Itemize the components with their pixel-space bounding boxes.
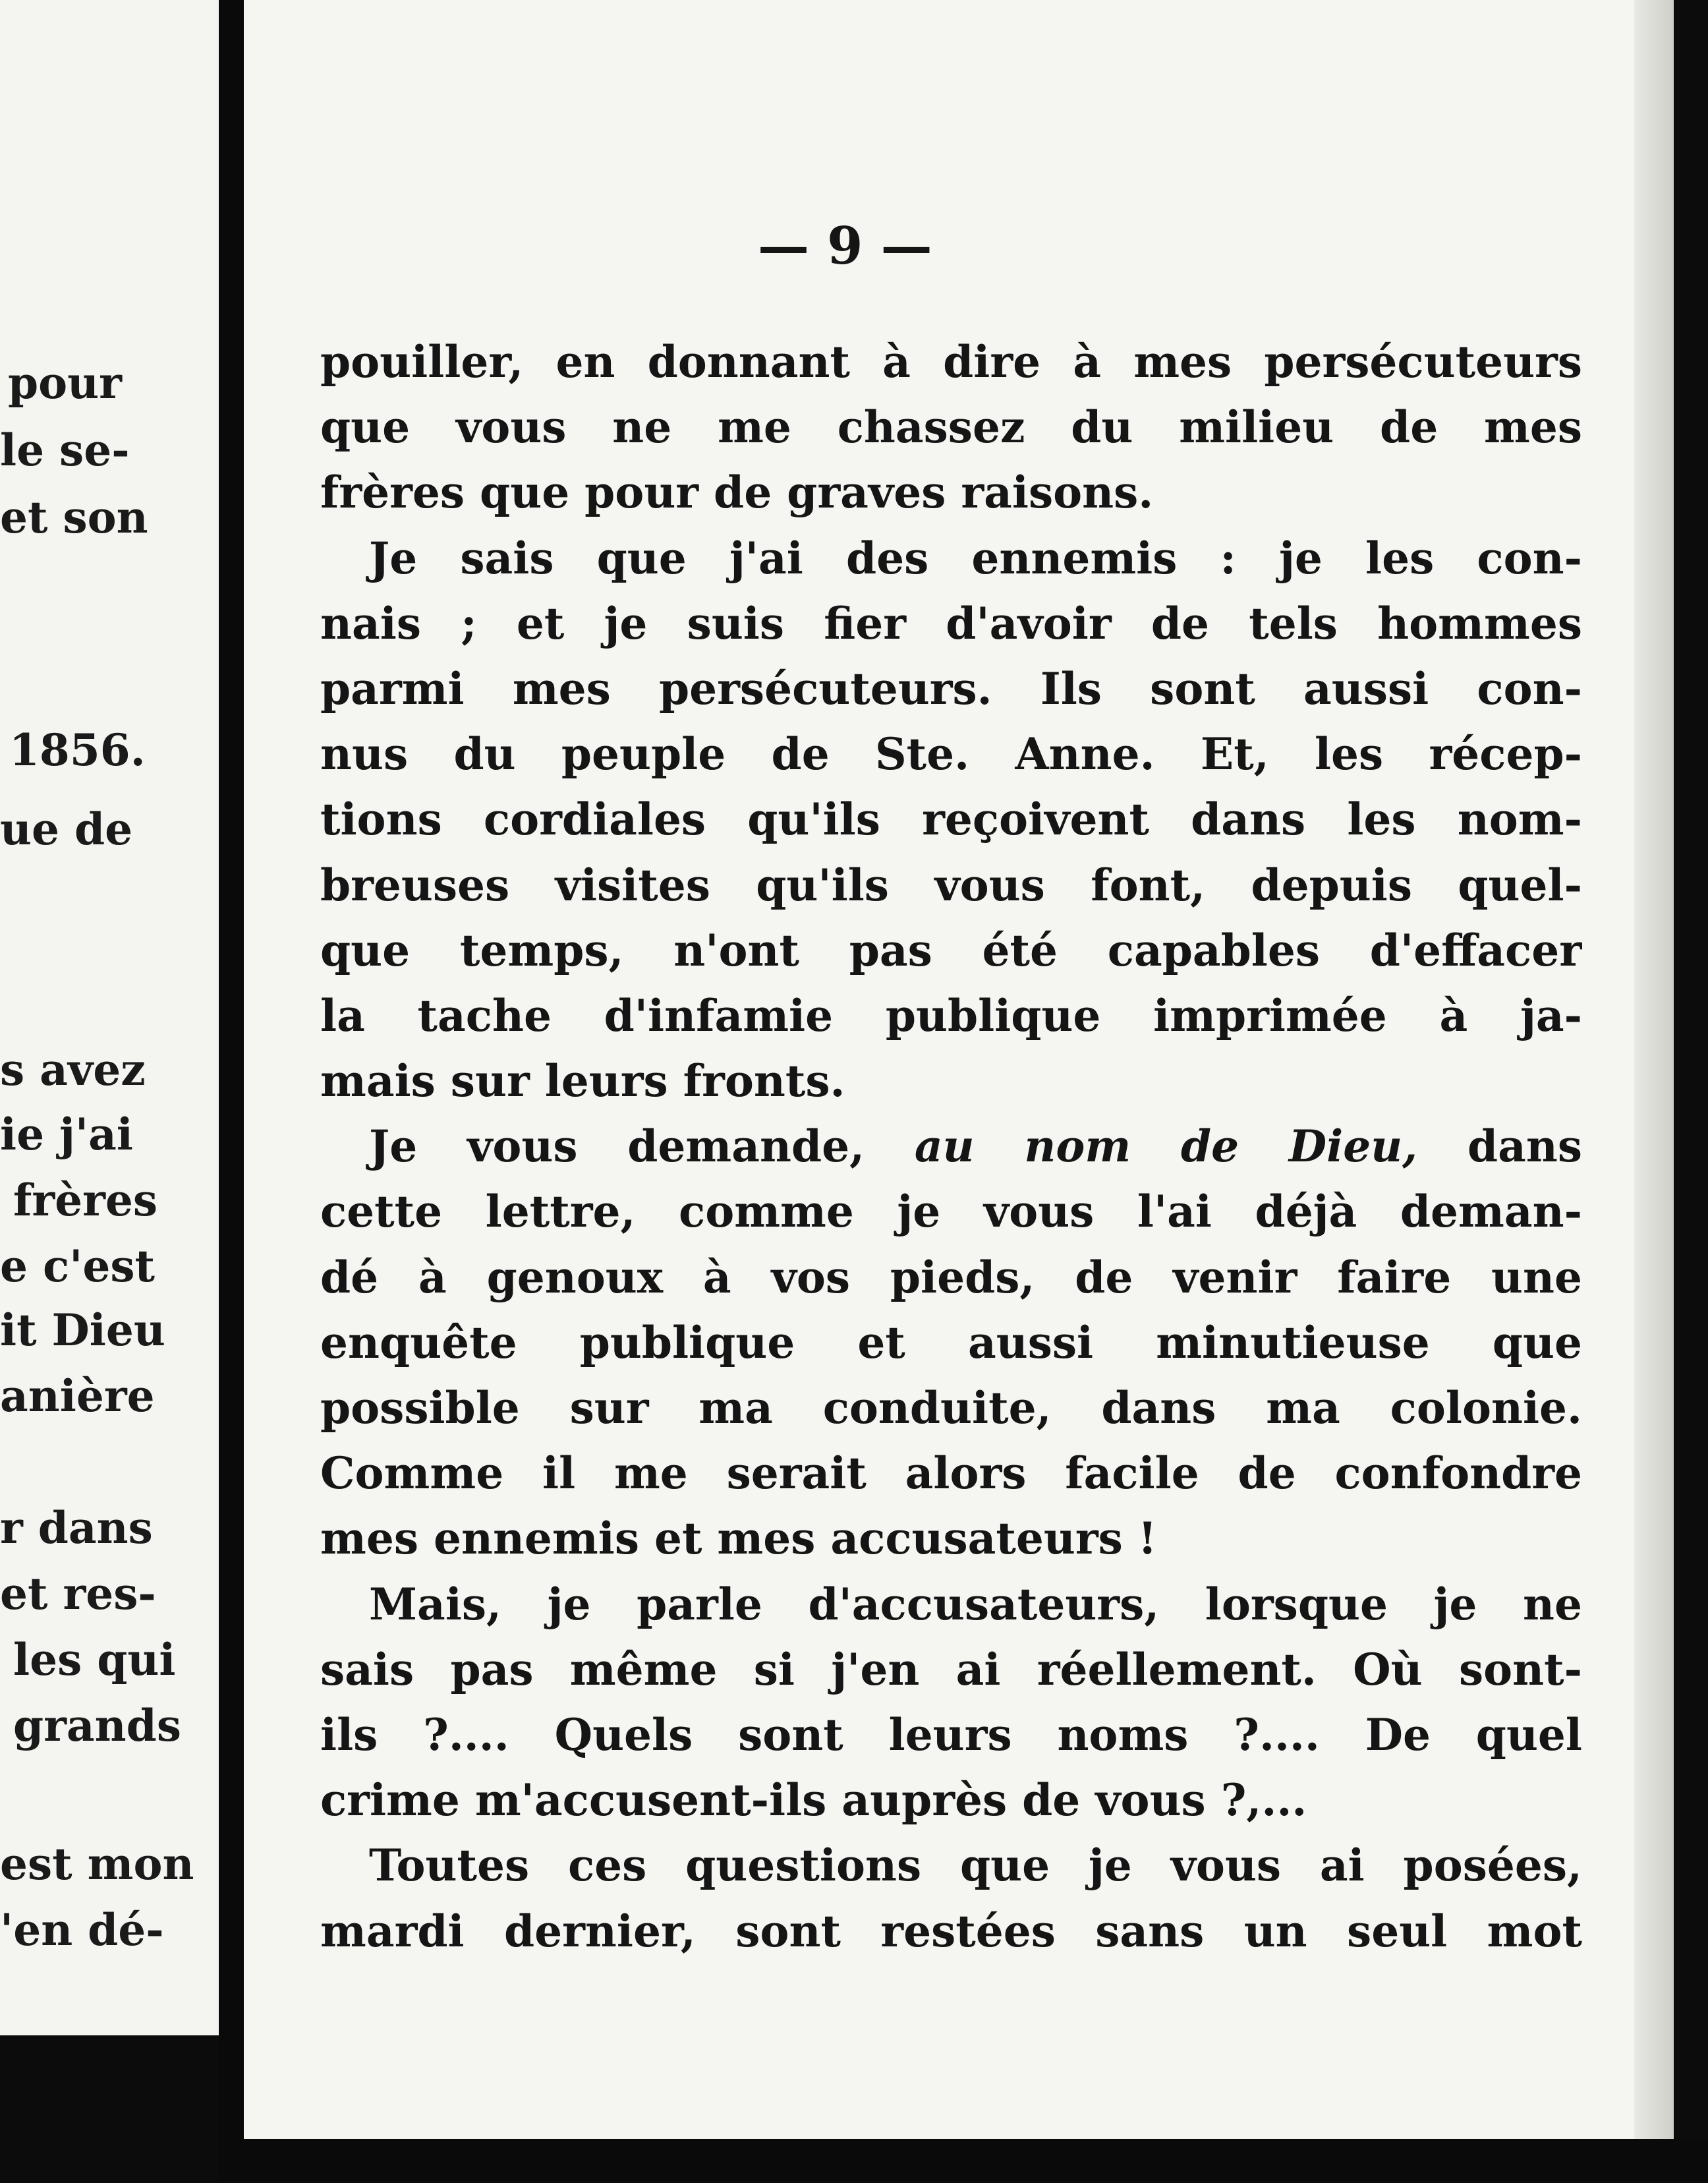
text-line: mais sur leurs fronts. bbox=[320, 1055, 845, 1107]
text-line: Je sais que j'ai des ennemis : je les con- bbox=[369, 532, 1582, 584]
text-segment: Je vous demande, bbox=[369, 1121, 865, 1173]
text-line: mes ennemis et mes accusateurs ! bbox=[320, 1513, 1157, 1565]
left-page-fragment: les qui bbox=[13, 1634, 176, 1685]
text-line: enquête publique et aussi minutieuse que bbox=[320, 1316, 1582, 1368]
text-line: sais pas même si j'en ai réellement. Où sont- bbox=[320, 1643, 1582, 1695]
text-line: Mais, je parle d'accusateurs, lorsque je ne bbox=[369, 1578, 1582, 1630]
left-page-fragment: est mon bbox=[0, 1838, 194, 1890]
left-page-fragment: e c'est bbox=[0, 1240, 155, 1292]
text-line: crime m'accusent-ils auprès de vous ?,... bbox=[320, 1774, 1307, 1826]
text-line: cette lettre, comme je vous l'ai déjà deman- bbox=[320, 1186, 1582, 1238]
left-page-fragment: anière bbox=[0, 1370, 155, 1422]
left-page-fragment: s avez bbox=[0, 1044, 146, 1095]
text-line: frères que pour de graves raisons. bbox=[320, 467, 1154, 519]
scan-border bbox=[244, 2139, 1708, 2183]
text-line: parmi mes persécuteurs. Ils sont aussi con- bbox=[320, 662, 1582, 714]
text-segment: dans bbox=[1467, 1121, 1582, 1173]
text-line: breuses visites qu'ils vous font, depuis quel- bbox=[320, 859, 1582, 911]
text-line: que temps, n'ont pas été capables d'effacer bbox=[320, 924, 1582, 976]
page-edge bbox=[1634, 0, 1674, 2139]
left-page-fragment: r dans bbox=[0, 1502, 153, 1554]
page-body-text bbox=[320, 330, 1582, 1964]
book-spine-gutter bbox=[219, 0, 244, 2183]
text-line: ils ?.... Quels sont leurs noms ?.... De quel bbox=[320, 1708, 1582, 1761]
text-line: mardi dernier, sont restées sans un seul mot bbox=[320, 1905, 1582, 1957]
text-line: nais ; et je suis fier d'avoir de tels hommes bbox=[320, 597, 1582, 649]
left-page-fragment: le se- bbox=[0, 424, 130, 476]
text-line: tions cordiales qu'ils reçoivent dans les nom- bbox=[320, 794, 1582, 846]
left-page-fragment: et son bbox=[0, 492, 148, 543]
left-page-fragment: et res- bbox=[0, 1568, 156, 1619]
left-page-fragment: pour bbox=[8, 357, 122, 409]
book-page bbox=[244, 0, 1674, 2139]
text-line: Comme il me serait alors facile de confondre bbox=[320, 1447, 1582, 1499]
text-line: Toutes ces questions que je vous ai posées, bbox=[369, 1840, 1582, 1892]
text-line bbox=[320, 1114, 1582, 1179]
page-number: — 9 — bbox=[758, 216, 932, 276]
left-page-fragment: 'en dé- bbox=[0, 1904, 164, 1956]
text-line: nus du peuple de Ste. Anne. Et, les récep- bbox=[320, 728, 1582, 780]
left-page-fragment: ie j'ai bbox=[0, 1109, 133, 1160]
left-page-fragment: it Dieu bbox=[0, 1304, 165, 1356]
text-line: dé à genoux à vos pieds, de venir faire une bbox=[320, 1251, 1582, 1303]
left-page-fragment: ue de bbox=[0, 803, 133, 855]
italic-phrase: au nom de Dieu, bbox=[914, 1121, 1418, 1173]
left-page-fragment: frères bbox=[13, 1175, 158, 1226]
left-page-fragment: 1856. bbox=[9, 724, 146, 776]
text-line: possible sur ma conduite, dans ma colonie. bbox=[320, 1382, 1582, 1434]
text-line: pouiller, en donnant à dire à mes persécuteurs bbox=[320, 336, 1582, 388]
text-line: que vous ne me chassez du milieu de mes bbox=[320, 401, 1582, 453]
left-page-fragment: grands bbox=[13, 1700, 181, 1751]
left-facing-page bbox=[0, 0, 219, 2035]
text-line: la tache d'infamie publique imprimée à ja- bbox=[320, 989, 1582, 1041]
